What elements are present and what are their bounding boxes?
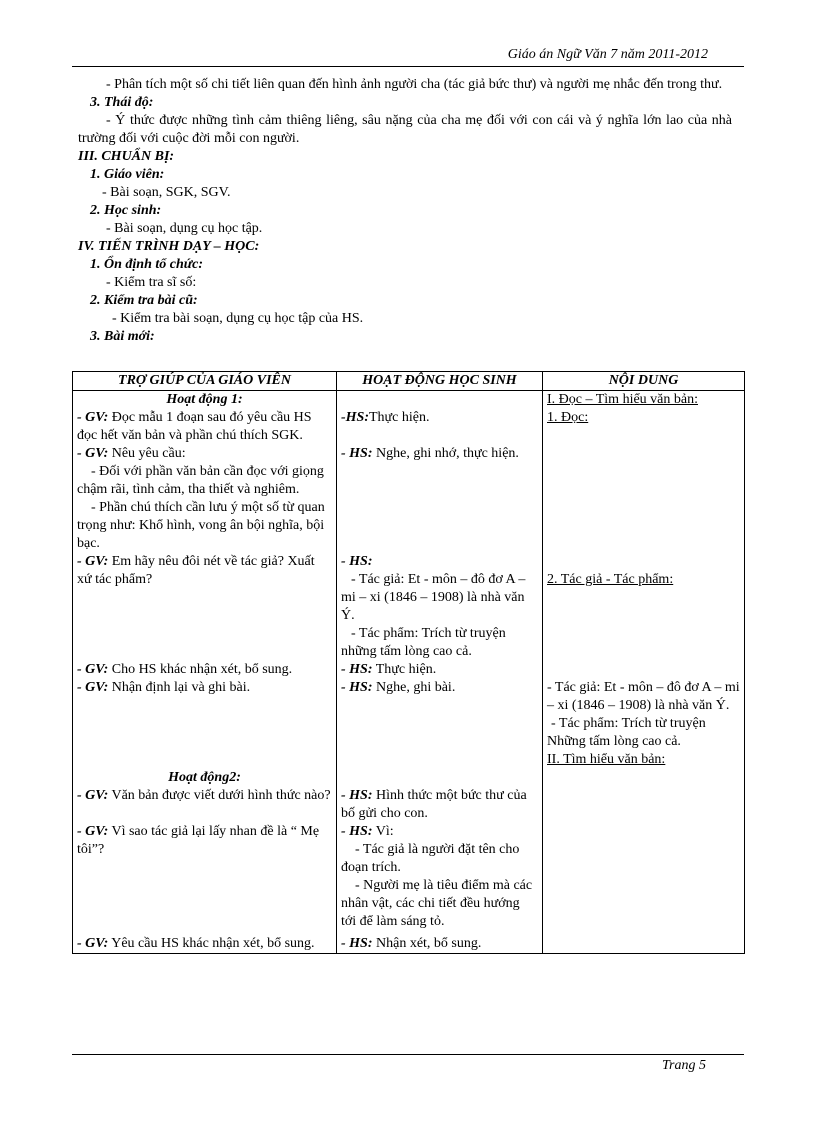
student-step: -HS:Thực hiện.	[341, 410, 430, 425]
activity-2-heading: Hoạt động2:	[168, 770, 241, 785]
organization-text: - Kiểm tra sĩ số:	[106, 275, 197, 290]
activity-1-heading: Hoạt động 1:	[166, 392, 243, 407]
reading-subheading: 1. Đọc:	[547, 410, 589, 425]
student-step: - HS: Nhận xét, bổ sung.	[341, 936, 482, 951]
teacher-step: - GV: Vì sao tác giả lại lấy nhan đề là “ Mẹ tôi”?	[77, 824, 320, 857]
teacher-cell	[73, 679, 337, 787]
process-heading: IV. TIẾN TRÌNH DẠY – HỌC:	[78, 239, 260, 254]
student-cell	[337, 787, 543, 823]
section-analysis-heading: II. Tìm hiểu văn bản:	[547, 752, 666, 767]
author-note: - Tác giả: Et - môn – đô đơ A – mi – xi (1846 – 1908) là nhà văn Ý.	[547, 680, 740, 713]
student-cell	[337, 935, 543, 954]
table-row	[73, 391, 745, 446]
student-heading: 2. Học sinh:	[90, 203, 162, 218]
lesson-table	[72, 371, 745, 954]
student-step: - HS: Hình thức một bức thư của bố gửi cho con.	[341, 788, 527, 821]
title-reason-1: - Tác giả là người đặt tên cho đoạn trích.	[341, 842, 520, 875]
attitude-heading: 3. Thái độ:	[90, 95, 154, 110]
student-cell	[337, 661, 543, 679]
work-note: - Tác phẩm: Trích từ truyện Những tấm lòng cao cả.	[547, 716, 706, 749]
student-cell	[337, 823, 543, 935]
organization-heading: 1. Ổn định tổ chức:	[90, 257, 204, 272]
teacher-cell	[73, 391, 337, 446]
section-reading-heading: I. Đọc – Tìm hiểu văn bản:	[547, 392, 698, 407]
student-step-label: - HS:	[341, 554, 373, 569]
table-row	[73, 445, 745, 553]
page-number: Trang 5	[662, 1058, 706, 1073]
table-row	[73, 553, 745, 661]
teacher-heading: 1. Giáo viên:	[90, 167, 165, 182]
attitude-text: - Ý thức được những tình cảm thiêng liêng, sâu nặng của cha mẹ đối với con cái và ý nghĩa lớn lao của nhà trường đối với cuộc đời mỗi con người.	[78, 113, 732, 146]
teacher-cell	[73, 935, 337, 954]
teacher-cell	[73, 445, 337, 553]
preparation-heading: III. CHUẨN BỊ:	[78, 149, 175, 164]
check-text: - Kiểm tra bài soạn, dụng cụ học tập của HS.	[112, 311, 364, 326]
content-cell	[543, 679, 745, 787]
table-row	[73, 787, 745, 823]
teacher-cell	[73, 553, 337, 661]
teacher-step: - GV: Văn bản được viết dưới hình thức nào?	[77, 788, 331, 803]
content-cell	[543, 553, 745, 661]
student-step: - HS: Vì:	[341, 824, 394, 839]
table-row	[73, 935, 745, 954]
content-cell	[543, 445, 745, 553]
table-row	[73, 823, 745, 935]
teacher-step: - GV: Đọc mẫu 1 đoạn sau đó yêu cầu HS đọc hết văn bản và phần chú thích SGK.	[77, 410, 312, 443]
work-answer: - Tác phẩm: Trích từ truyện những tấm lòng cao cả.	[341, 626, 506, 659]
new-lesson-heading: 3. Bài mới:	[90, 329, 155, 344]
teacher-step: - GV: Nhận định lại và ghi bài.	[77, 680, 251, 695]
teacher-step: - GV: Yêu cầu HS khác nhận xét, bổ sung.	[77, 936, 315, 951]
teacher-cell	[73, 661, 337, 679]
column-header-content: NỘI DUNG	[543, 372, 745, 391]
content-cell	[543, 661, 745, 679]
student-step: - HS: Nghe, ghi nhớ, thực hiện.	[341, 446, 519, 461]
teacher-cell	[73, 787, 337, 823]
reading-guideline: - Đối với phần văn bản cần đọc với giọng chậm rãi, tình cảm, tha thiết và nghiêm.	[77, 464, 324, 497]
header-title: Giáo án Ngữ Văn 7 năm 2011-2012	[507, 47, 708, 62]
student-step: - HS: Nghe, ghi bài.	[341, 680, 456, 695]
teacher-step: - GV: Cho HS khác nhận xét, bổ sung.	[77, 662, 293, 677]
teacher-cell	[73, 823, 337, 935]
table-row	[73, 679, 745, 787]
document-body	[78, 76, 732, 346]
student-cell	[337, 679, 543, 787]
title-reason-2: - Người mẹ là tiêu điểm mà các nhân vật, các chi tiết đều hướng tới để làm sáng tỏ.	[341, 878, 533, 929]
content-cell	[543, 787, 745, 823]
column-header-student: HOẠT ĐỘNG HỌC SINH	[337, 372, 543, 391]
analysis-objective: - Phân tích một số chi tiết liên quan đến hình ảnh người cha (tác giả bức thư) và người mẹ nhắc đến trong thư.	[106, 77, 723, 92]
table-row	[73, 661, 745, 679]
footer-divider	[72, 1054, 744, 1055]
check-heading: 2. Kiểm tra bài cũ:	[90, 293, 198, 308]
student-text: - Bài soạn, dụng cụ học tập.	[106, 221, 263, 236]
header-divider	[72, 66, 744, 67]
author-answer: - Tác giả: Et - môn – đô đơ A – mi – xi (1846 – 1908) là nhà văn Ý.	[341, 572, 526, 623]
student-cell	[337, 553, 543, 661]
vocabulary-guideline: - Phần chú thích cần lưu ý một số từ quan trọng như: Khổ hình, vong ân bội nghĩa, bội bạc.	[77, 500, 325, 551]
teacher-text: - Bài soạn, SGK, SGV.	[102, 185, 231, 200]
student-cell	[337, 391, 543, 446]
teacher-step: - GV: Nêu yêu cầu:	[77, 446, 186, 461]
table-header-row	[73, 372, 745, 391]
student-step: - HS: Thực hiện.	[341, 662, 437, 677]
content-cell	[543, 935, 745, 954]
column-header-teacher: TRỢ GIÚP CỦA GIÁO VIÊN	[73, 372, 337, 391]
teacher-step: - GV: Em hãy nêu đôi nét về tác giả? Xuất xứ tác phẩm?	[77, 554, 315, 587]
author-work-heading: 2. Tác giả - Tác phẩm:	[547, 572, 674, 587]
content-cell	[543, 391, 745, 446]
content-cell	[543, 823, 745, 935]
student-cell	[337, 445, 543, 553]
